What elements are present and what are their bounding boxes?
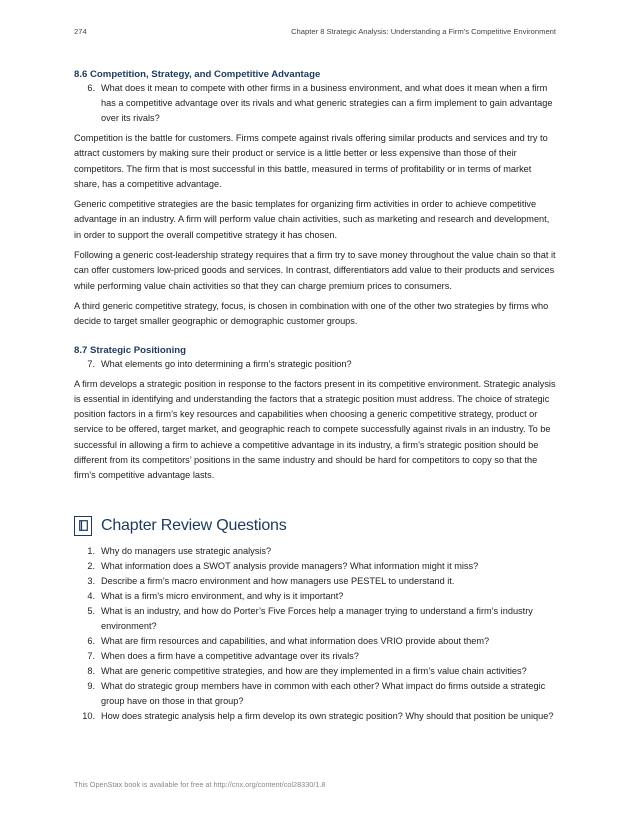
paragraph: Competition is the battle for customers. Firms compete against rivals offering similar products and services and try to attract customers by making sure their product or service is a little better or less expensive than those of their competitors. The firm that is most successful in this battle, measured in terms of profitability or in terms of market share, has a competitive advantage. xyxy=(74,133,548,189)
list-item xyxy=(74,604,556,634)
list-item xyxy=(74,679,556,709)
list-item xyxy=(74,634,556,649)
question-number: 8. xyxy=(87,665,95,676)
question-text: When does a firm have a competitive advantage over its rivals? xyxy=(101,650,359,661)
paragraph: A firm develops a strategic position in response to the factors present in its competitive environment. Strategic analysis is essential in identifying and understanding the factors that a strategic position must address. The choice of strategic position factors in a firm’s key resources and capabilities when choosing a generic competitive strategy, product or service to be offered, target market, and geographic reach to compete successfully against rivals in an industry. To be successful in allowing a firm to achieve a competitive advantage in its industry, a firm’s strategic position should be different from its competitors’ positions in the same industry and should be hard for competitors to copy so that the firm’s competitive advantage lasts. xyxy=(74,378,556,481)
running-chapter-title: Chapter 8 Strategic Analysis: Understanding a Firm’s Competitive Environment xyxy=(291,27,556,36)
question-text: What information does a SWOT analysis provide managers? What information might it miss? xyxy=(101,560,479,571)
list-item xyxy=(74,709,556,724)
question-number: 1. xyxy=(87,545,95,556)
section-heading: 8.7 Strategic Positioning xyxy=(74,344,186,356)
book-icon xyxy=(74,516,92,536)
list-item xyxy=(74,589,556,604)
question-text: What are generic competitive strategies, and how are they implemented in a firm’s value chain activities? xyxy=(101,665,527,676)
question-number: 10. xyxy=(82,710,95,721)
question-text: What are firm resources and capabilities, and what information does VRIO provide about them? xyxy=(101,635,490,646)
section-8-7 xyxy=(74,344,556,484)
review-title: Chapter Review Questions xyxy=(101,516,287,534)
question-text: Describe a firm’s macro environment and how managers use PESTEL to understand it. xyxy=(101,575,455,586)
question-number: 7. xyxy=(87,650,95,661)
review-question-list xyxy=(74,544,556,724)
question-text: What is an industry, and how do Porter’s Five Forces help a manager trying to understand a firm’s industry environment? xyxy=(101,605,533,631)
question-text: Why do managers use strategic analysis? xyxy=(101,545,272,556)
list-item xyxy=(74,559,556,574)
question-text: How does strategic analysis help a firm develop its own strategic position? Why should that position be unique? xyxy=(101,710,554,721)
list-item xyxy=(74,544,556,559)
section-heading: 8.6 Competition, Strategy, and Competitive Advantage xyxy=(74,69,321,80)
paragraph: Generic competitive strategies are the basic templates for organizing firm activities in order to achieve competitive advantage in an industry. A firm will perform value chain activities, such as marketing and research and development, in order to support the overall competitive strategy it has chosen. xyxy=(74,199,550,240)
question-number: 6. xyxy=(87,635,95,646)
page-footer: This OpenStax book is available for free at http://cnx.org/content/col28330/1.8 xyxy=(74,780,326,789)
question-text: What elements go into determining a firm’s strategic position? xyxy=(101,358,352,369)
question-number: 6. xyxy=(87,83,95,93)
question-number: 7. xyxy=(87,358,95,369)
page-content xyxy=(74,68,556,724)
question-number: 9. xyxy=(87,680,95,691)
question-text: What does it mean to compete with other firms in a business environment, and what does it mean when a firm has a competitive advantage over its rivals and what generic strategies can a firm implement to gain advantage over its rivals? xyxy=(101,83,553,123)
question-number: 5. xyxy=(87,605,95,616)
page-header xyxy=(74,27,556,36)
question-number: 4. xyxy=(87,590,95,601)
page-number: 274 xyxy=(74,27,87,36)
review-section-header xyxy=(74,516,556,536)
paragraph: Following a generic cost-leadership strategy requires that a firm try to save money throughout the value chain so that it can offer customers low-priced goods and services. In contrast, differentiators add value to their products and services while performing value chain activities so that they can charge premium prices to consumers. xyxy=(74,250,556,291)
list-item xyxy=(74,574,556,589)
question-text: What is a firm’s micro environment, and why is it important? xyxy=(101,590,344,601)
summary-question xyxy=(74,81,556,126)
paragraph: A third generic competitive strategy, focus, is chosen in combination with one of the other two strategies by firms who decide to target smaller geographic or demographic customer groups. xyxy=(74,300,549,327)
list-item xyxy=(74,664,556,679)
question-number: 3. xyxy=(87,575,95,586)
list-item xyxy=(74,649,556,664)
summary-question xyxy=(74,357,556,372)
question-number: 2. xyxy=(87,560,95,571)
section-8-6 xyxy=(74,68,556,330)
question-text: What do strategic group members have in common with each other? What impact do firms outside a strategic group have on those in that group? xyxy=(101,680,546,706)
